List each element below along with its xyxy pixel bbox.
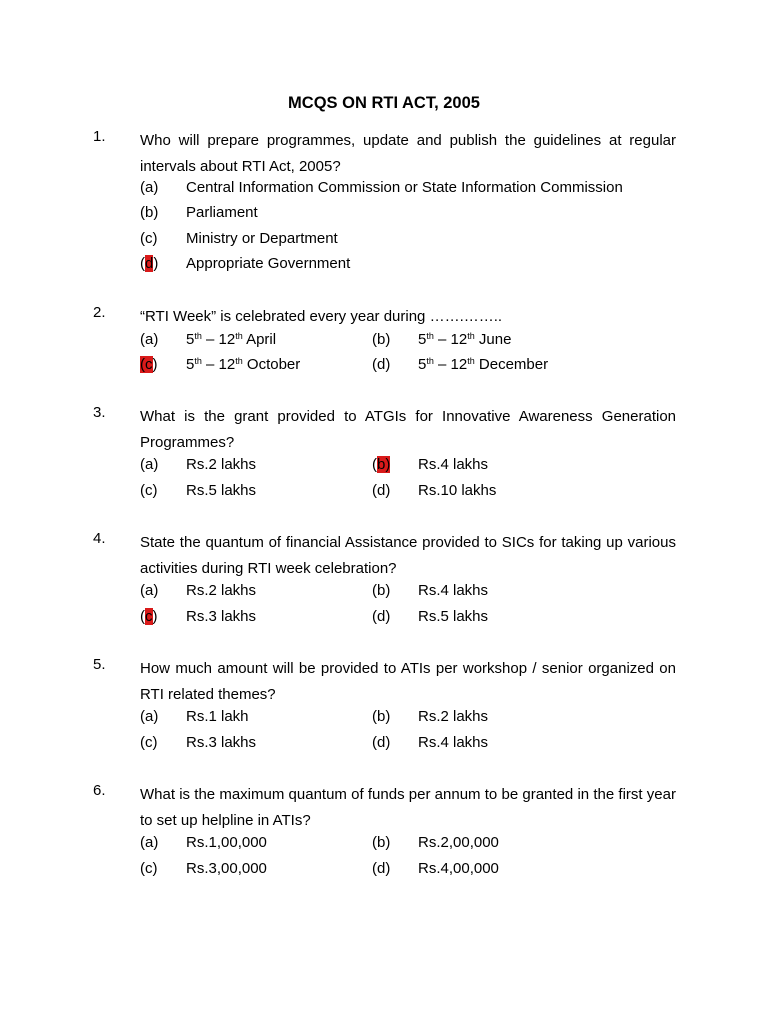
- answer-highlight: b): [377, 456, 391, 473]
- question-number: 6.: [93, 782, 106, 799]
- question-text: “RTI Week” is celebrated every year during …….……..: [140, 308, 503, 325]
- question-text: State the quantum of financial Assistance provided to SICs for taking up various activities during RTI week celebration?: [140, 534, 676, 577]
- page-title: MCQS ON RTI ACT, 2005: [288, 94, 480, 112]
- answer-highlight: c: [145, 608, 153, 625]
- option-label: (a): [140, 834, 159, 851]
- option-text: Rs.2,00,000: [418, 834, 499, 851]
- option-label: (d): [372, 356, 391, 373]
- option-label: (a): [140, 331, 159, 348]
- option-text: Rs.4 lakhs: [418, 734, 489, 751]
- option-text: 5th – 12th October: [186, 356, 301, 373]
- option-label: (d): [372, 482, 391, 499]
- option-text: Appropriate Government: [186, 255, 351, 272]
- option-text: Rs.2 lakhs: [186, 582, 257, 599]
- option-text: Rs.10 lakhs: [418, 482, 497, 499]
- question-text: Who will prepare programmes, update and publish the guidelines at regular intervals about RTI Act, 2005?: [140, 132, 676, 175]
- answer-highlight: (c: [140, 356, 153, 373]
- option-text: Rs.1 lakh: [186, 708, 249, 725]
- question-text: How much amount will be provided to ATIs per workshop / senior organized on RTI related themes?: [140, 660, 676, 703]
- option-text: Rs.4 lakhs: [418, 582, 489, 599]
- option-label: (c): [140, 734, 158, 751]
- option-text: Rs.4 lakhs: [418, 456, 489, 473]
- question-number: 5.: [93, 656, 106, 673]
- option-label: (a): [140, 179, 159, 196]
- option-text: Rs.3 lakhs: [186, 608, 257, 625]
- option-label: (a): [140, 582, 159, 599]
- question-text: What is the grant provided to ATGIs for Innovative Awareness Generation Programmes?: [140, 408, 676, 451]
- option-text: Rs.5 lakhs: [418, 608, 489, 625]
- option-text: Rs.2 lakhs: [186, 456, 257, 473]
- option-label: (d): [372, 860, 391, 877]
- option-label: (b): [140, 204, 159, 221]
- option-text: Ministry or Department: [186, 230, 338, 247]
- option-label: (d): [372, 608, 391, 625]
- option-label: (c): [140, 482, 158, 499]
- option-text: Rs.2 lakhs: [418, 708, 489, 725]
- question-text: What is the maximum quantum of funds per annum to be granted in the first year to set up helpline in ATIs?: [140, 786, 676, 829]
- question-number: 3.: [93, 404, 106, 421]
- option-label: (c): [140, 356, 158, 373]
- option-label: (b): [372, 331, 391, 348]
- option-text: Rs.3,00,000: [186, 860, 267, 877]
- option-text: 5th – 12th April: [186, 331, 277, 348]
- option-label: (d): [140, 255, 159, 272]
- answer-highlight: d: [145, 255, 154, 272]
- option-text: 5th – 12th December: [418, 356, 549, 373]
- option-label: (c): [140, 608, 158, 625]
- option-text: Parliament: [186, 204, 258, 221]
- option-label: (b): [372, 834, 391, 851]
- option-label: (c): [140, 230, 158, 247]
- option-text: Central Information Commission or State Information Commission: [186, 179, 623, 196]
- option-label: (a): [140, 708, 159, 725]
- option-text: 5th – 12th June: [418, 331, 512, 348]
- question-number: 4.: [93, 530, 106, 547]
- option-label: (b): [372, 582, 391, 599]
- question-number: 1.: [93, 128, 106, 145]
- option-label: (c): [140, 860, 158, 877]
- option-text: Rs.5 lakhs: [186, 482, 257, 499]
- option-label: (b): [372, 708, 391, 725]
- question-number: 2.: [93, 304, 106, 321]
- option-label: (b): [372, 456, 391, 473]
- option-text: Rs.3 lakhs: [186, 734, 257, 751]
- option-label: (d): [372, 734, 391, 751]
- option-text: Rs.4,00,000: [418, 860, 499, 877]
- option-label: (a): [140, 456, 159, 473]
- option-text: Rs.1,00,000: [186, 834, 267, 851]
